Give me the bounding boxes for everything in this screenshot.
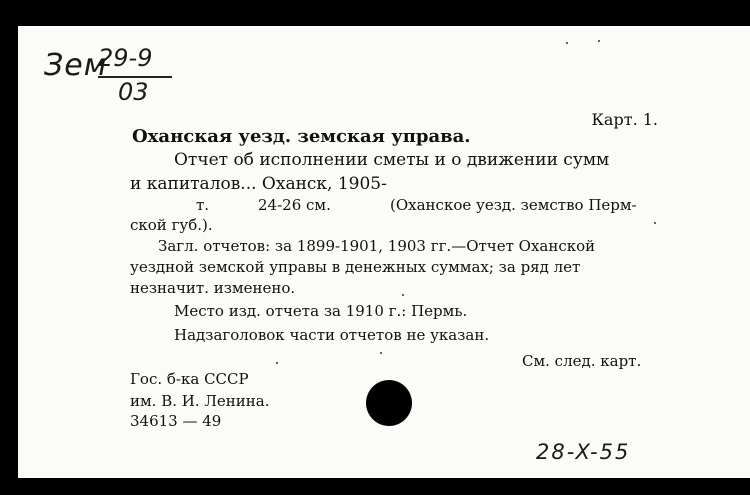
shelfmark-bottom: 03 [118,78,149,106]
library-line-1: Гос. б-ка СССР [130,370,249,388]
title-line-2: и капиталов... Оханск, 1905- [130,174,387,194]
note-line-2: уездной земской управы в денежных суммах; за ряд лет [130,258,581,276]
library-line-3: 34613 — 49 [130,412,222,430]
library-line-2: им. В. И. Ленина. [130,392,270,410]
speck [276,362,278,364]
note-line-5: Надзаголовок части отчетов не указан. [174,326,490,344]
note-line-1: Загл. отчетов: за 1899-1901, 1903 гг.—Отчет Оханской [158,237,596,255]
shelfmark-prefix: Зем [44,48,108,83]
see-next-card: См. след. карт. [522,352,642,370]
note-line-3: незначит. изменено. [130,279,296,297]
catalog-card [18,26,750,478]
speck [402,294,404,296]
title-line-1: Отчет об исполнении сметы и о движении сумм [174,150,610,170]
series-note: (Оханское уезд. земство Перм- [390,196,637,214]
speck [566,42,568,44]
note-line-4: Место изд. отчета за 1910 г.: Пермь. [174,302,468,320]
card-heading: Оханская уезд. земская управа. [132,126,471,147]
series-note-cont: ской губ.). [130,216,213,234]
speck [380,352,382,354]
volume-note: т. [196,196,210,214]
speck [598,40,600,42]
speck [654,222,656,224]
accession-number: 28-X-55 [536,440,631,464]
size-note: 24-26 см. [258,196,331,214]
card-number: Карт. 1. [591,110,658,129]
shelfmark-top: 29-9 [98,44,153,72]
punch-hole [366,380,412,426]
